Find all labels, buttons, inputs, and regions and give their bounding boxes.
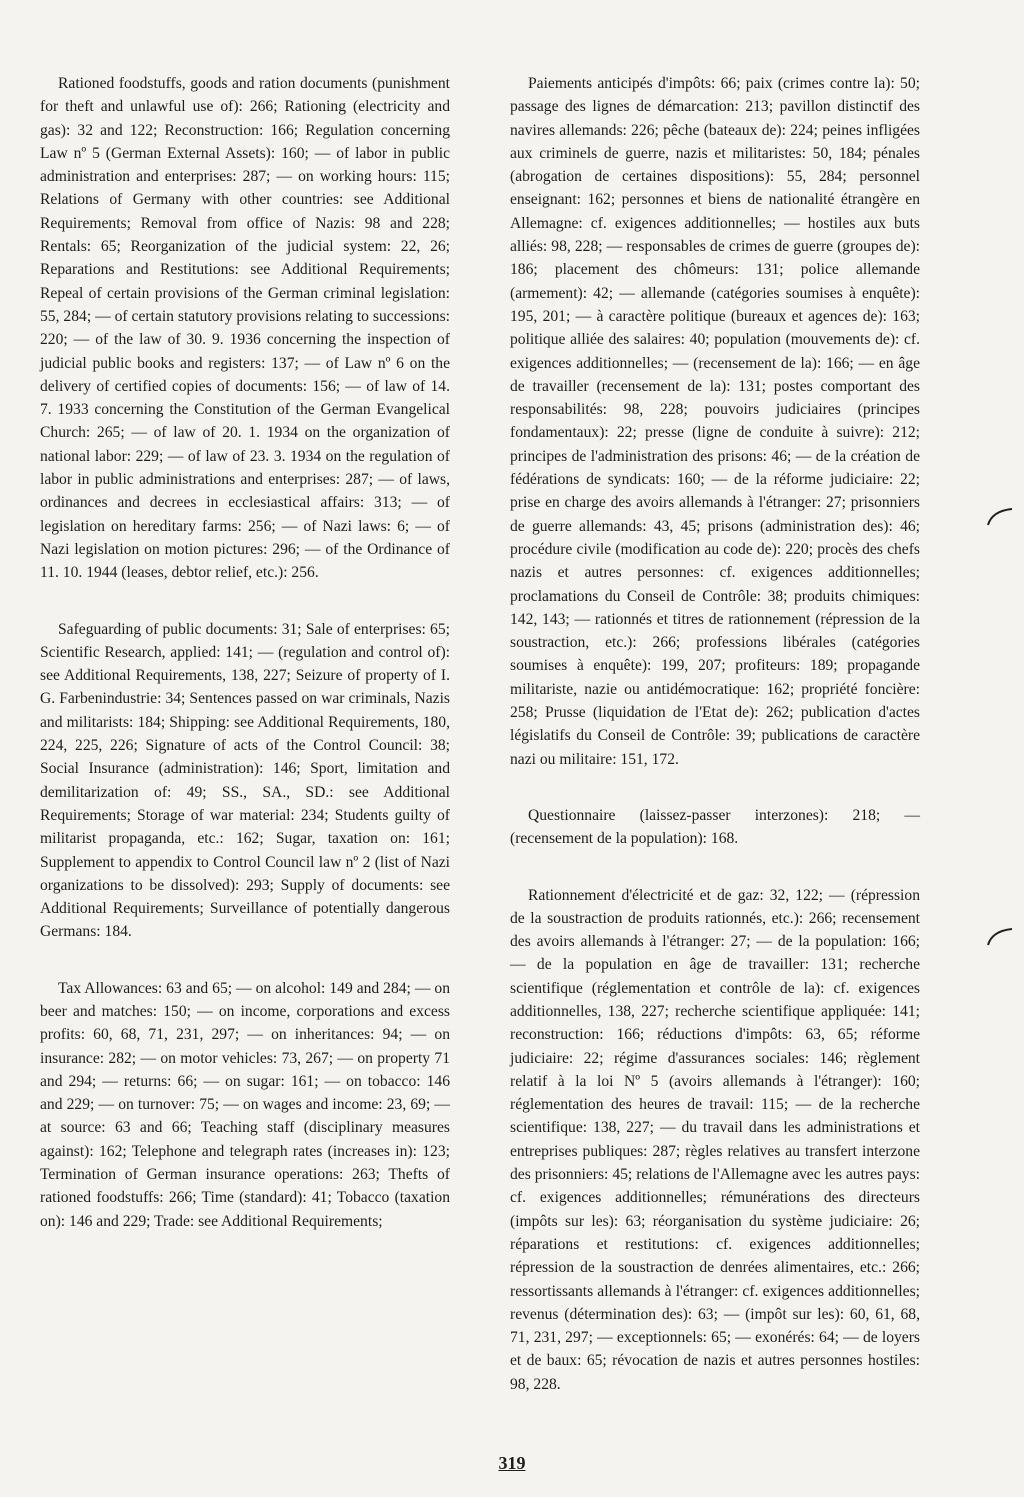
index-entry-r-fr: Rationnement d'électricité et de gaz: 32, 122; — (répression de la soustraction de produits rationnés, etc.): 266; recensement des avoirs allemands à l'étranger: 27; — de la population: 166; — de la population en âge de travailler: 131; recherche scientifique (réglementation et contrôle de la): cf. exigences additionnelles, 138, 227; recherche scientifique appliquée: 141; reconstruction: 166; réductions d'impôts: 63, 65; réforme judiciaire: 22; régime d'assurances sociales: 146; règlement relatif à la loi Nº 5 (avoirs allemands à l'étranger): 160; réglementation des heures de travail: 115; — de la recherche scientifique: 138, 227; — du travail dans les administrations et entreprises publiques: 287; règles relatives au transfert interzone des prisonniers: 45; relations de l'Allemagne avec les autres pays: cf. exigences additionnelles; rémunérations des directeurs (impôts sur les): 63; réorganisation du système judiciaire: 26; réparations et restitutions: cf. exigences additionnelles; répression de la soustraction de denrées alimentaires, etc.: 266; ressortissants allemands à l'étranger: cf. exigences additionnelles; revenus (détermination des): 63; — (impôt sur les): 60, 61, 68, 71, 231, 297; — exceptionnels: 65; — exonérés: 64; — de loyers et de baux: 65; révocation de nazis et autres personnes hostiles: 98, 228. (510, 886, 920, 1393)
index-entry-p: Paiements anticipés d'impôts: 66; paix (crimes contre la): 50; passage des lignes de démarcation: 213; pavillon distinctif des navires allemands: 226; pêche (bateaux de): 224; peines infligées aux criminels de guerre, nazis et militaristes: 50, 184; pénales (abrogation de certaines dispositions): 55, 284; personnel enseignant: 162; personnes et biens de nationalité étrangère en Allemagne: cf. exigences additionnelles; — hostiles aux buts alliés: 98, 228; — responsables de crimes de guerre (groupes de): 186; placement des chômeurs: 131; police allemande (armement): 42; — allemande (catégories soumises à enquête): 195, 201; — à caractère politique (bureaux et agences de): 163; politique alliée des salaires: 40; population (mouvements de): cf. exigences additionnelles; — (recensement de la): 166; — en âge de travailler (recensement de la): 131; postes comportant des responsabilités: 98, 228; pouvoirs judiciaires (principes fondamentaux): 22; presse (ligne de conduite à suivre): 212; principes de l'administration des prisons: 46; — de la création de fédérations de syndicats: 160; — de la réforme judiciaire: 22; prise en charge des avoirs allemands à l'étranger: 27; prisonniers de guerre allemands: 43, 45; prisons (administration des): 46; procédure civile (modification au code de): 220; procès des chefs nazis et autres personnes: cf. exigences additionnelles; proclamations du Conseil de Contrôle: 38; produits chimiques: 142, 143; — rationnés et titres de rationnement (répression de la soustraction, etc.): 266; professions libérales (catégories soumises à enquête): 199, 207; profiteurs: 189; propagande militariste, nazie ou antidémocratique: 162; propriété foncière: 258; Prusse (liquidation de l'Etat de): 262; publication d'actes législatifs du Conseil de Contrôle: 39; publications de caractère nazi ou militaire: 151, 172. (510, 75, 920, 768)
index-entry-r: Rationed foodstuffs, goods and ration documents (punishment for theft and unlawful use of): 266; Rationing (electricity and gas): 32 and 122; Reconstruction: 166; Regulation concerning Law nº 5 (German External Assets): 160; — of labor in public administration and enterprises: 287; — on working hours: 115; Relations of Germany with other countries: see Additional Requirements; Removal from office of Nazis: 98 and 228; Rentals: 65; Reorganization of the judicial system: 22, 26; Reparations and Restitutions: see Additional Requirements; Repeal of certain provisions of the German criminal legislation: 55, 284; — of certain statutory provisions relating to successions: 220; — of the law of 30. 9. 1936 concerning the inspection of judicial public books and registers: 137; — of Law nº 6 on the delivery of certified copies of documents: 156; — of law of 14. 7. 1933 concerning the Constitution of the German Evangelical Church: 265; — of law of 20. 1. 1934 on the organization of national labor: 229; — of law of 23. 3. 1934 on the regulation of labor in public administrations and enterprises: 287; — of laws, ordinances and decrees in ecclesiastical affairs: 313; — of legislation on hereditary farms: 256; — of Nazi laws: 6; — of Nazi legislation on motion pictures: 296; — of the Ordinance of 11. 10. 1944 (leases, debtor relief, etc.): 256. (40, 75, 450, 582)
margin-bracket-icon (984, 505, 1014, 535)
index-entry-q: Questionnaire (laissez-passer interzones): 218; — (recensement de la population): 168. (510, 806, 920, 848)
right-column (510, 72, 920, 1429)
margin-bracket-icon (984, 925, 1014, 955)
index-entry-t: Tax Allowances: 63 and 65; — on alcohol: 149 and 284; — on beer and matches: 150; — on income, corporations and excess profits: 60, 68, 71, 231, 297; — on inheritances: 94; — on insurance: 282; — on motor vehicles: 73, 267; — on property 71 and 294; — returns: 66; — on sugar: 161; — on tobacco: 146 and 229; — on turnover: 75; — on wages and income: 23, 69; — at source: 63 and 66; Teaching staff (disciplinary measures against): 162; Telephone and telegraph rates (increases in): 123; Termination of German insurance operations: 263; Thefts of rationed foodstuffs: 266; Time (standard): 41; Tobacco (taxation on): 146 and 229; Trade: see Additional Requirements; (40, 979, 450, 1230)
page-number: 319 (498, 1453, 526, 1473)
index-entry-s: Safeguarding of public documents: 31; Sale of enterprises: 65; Scientific Research, applied: 141; — (regulation and control of): see Additional Requirements, 138, 227; Seizure of property of I. G. Farbenindustrie: 34; Sentences passed on war criminals, Nazis and militarists: 184; Shipping: see Additional Requirements, 180, 224, 225, 226; Signature of acts of the Control Council: 38; Social Insurance (administration): 146; Sport, limitation and demilitarization of: 49; SS., SA., SD.: see Additional Requirements; Storage of war material: 234; Students guilty of militarist propaganda, etc.: 162; Sugar, taxation on: 161; Supplement to appendix to Control Council law nº 2 (list of Nazi organizations to be dissolved): 293; Supply of documents: see Additional Requirements; Surveillance of potentially dangerous Germans: 184. (40, 620, 450, 941)
left-column (40, 72, 450, 1266)
